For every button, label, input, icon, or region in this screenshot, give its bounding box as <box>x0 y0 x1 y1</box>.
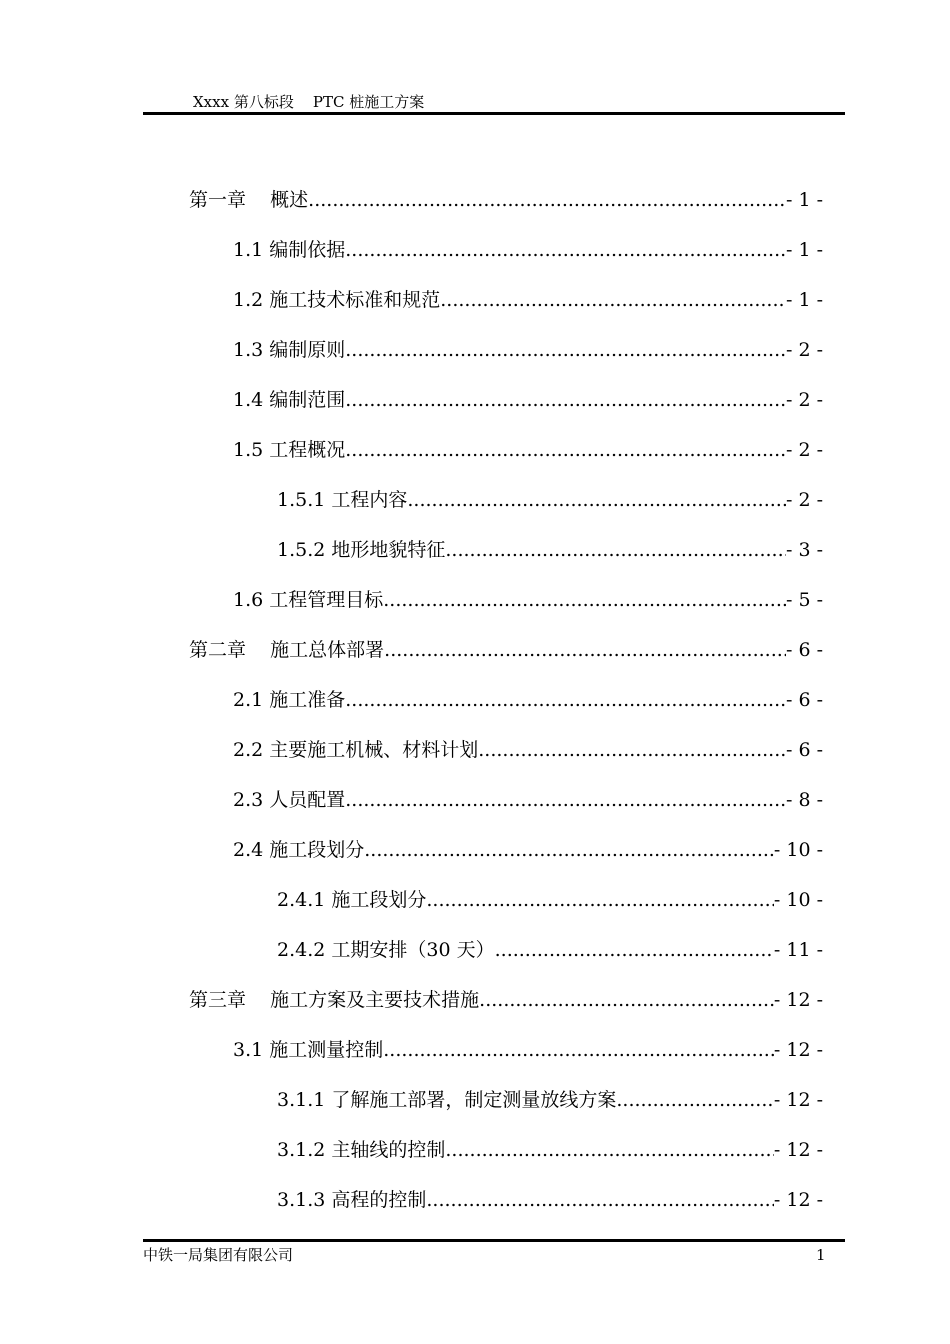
toc-leader-dots <box>308 186 786 214</box>
toc-entry-page: - 10 - <box>773 839 823 861</box>
toc-leader-dots <box>383 1036 774 1064</box>
toc-entry-1-5-1[interactable] <box>277 486 823 514</box>
toc-entry-page: - 2 - <box>785 489 823 511</box>
toc-leader-dots <box>616 1086 774 1114</box>
toc-leader-dots <box>345 686 786 714</box>
toc-entry-2-1[interactable] <box>233 686 823 714</box>
toc-entry-page: - 12 - <box>773 989 823 1011</box>
toc-entry-2-4[interactable] <box>233 836 823 864</box>
toc-entry-title: 第一章 概述 <box>189 189 309 211</box>
toc-entry-page: - 3 - <box>785 539 823 561</box>
toc-entry-page: - 5 - <box>785 589 823 611</box>
toc-leader-dots <box>345 786 786 814</box>
toc-entry-title: 1.3 编制原则 <box>233 339 346 361</box>
toc-entry-2-4-2[interactable] <box>277 936 823 964</box>
toc-leader-dots <box>426 886 774 914</box>
toc-entry-title: 3.1 施工测量控制 <box>233 1039 384 1061</box>
header-rule <box>143 112 845 115</box>
toc-entry-page: - 1 - <box>785 189 823 211</box>
toc-entry-page: - 12 - <box>773 1039 823 1061</box>
toc-entry-title: 1.2 施工技术标准和规范 <box>233 289 441 311</box>
toc-entry-title: 1.5.1 工程内容 <box>277 489 408 511</box>
toc-entry-title: 3.1.1 了解施工部署，制定测量放线方案 <box>277 1089 617 1111</box>
running-header-title: Xxxx 第八标段 PTC 桩施工方案 <box>193 93 425 111</box>
toc-entry-title: 2.4.2 工期安排（30 天） <box>277 939 495 961</box>
toc-entry-1-4[interactable] <box>233 386 823 414</box>
toc-entry-1-2[interactable] <box>233 286 823 314</box>
toc-entry-page: - 2 - <box>785 339 823 361</box>
toc-leader-dots <box>445 536 786 564</box>
toc-entry-2-4-1[interactable] <box>277 886 823 914</box>
footer-page-number: 1 <box>816 1246 826 1264</box>
toc-entry-page: - 6 - <box>785 639 823 661</box>
toc-entry-page: - 2 - <box>785 439 823 461</box>
toc-entry-page: - 2 - <box>785 389 823 411</box>
toc-entry-chapter-3[interactable] <box>189 986 823 1014</box>
toc-entry-title: 3.1.2 主轴线的控制 <box>277 1139 446 1161</box>
toc-entry-page: - 12 - <box>773 1089 823 1111</box>
toc-entry-2-3[interactable] <box>233 786 823 814</box>
toc-leader-dots <box>426 1186 774 1214</box>
toc-leader-dots <box>345 336 786 364</box>
toc-entry-3-1-2[interactable] <box>277 1136 823 1164</box>
toc-leader-dots <box>478 736 786 764</box>
toc-entry-title: 3.1.3 高程的控制 <box>277 1189 427 1211</box>
toc-entry-title: 第三章 施工方案及主要技术措施 <box>189 989 480 1011</box>
toc-leader-dots <box>364 836 774 864</box>
toc-entry-page: - 10 - <box>773 889 823 911</box>
toc-entry-title: 2.3 人员配置 <box>233 789 346 811</box>
toc-leader-dots <box>384 636 786 664</box>
toc-entry-page: - 12 - <box>773 1189 823 1211</box>
toc-entry-title: 2.4 施工段划分 <box>233 839 365 861</box>
toc-entry-3-1-1[interactable] <box>277 1086 823 1114</box>
toc-entry-title: 1.5 工程概况 <box>233 439 346 461</box>
toc-entry-page: - 1 - <box>785 289 823 311</box>
toc-entry-page: - 11 - <box>773 939 823 961</box>
toc-leader-dots <box>345 436 786 464</box>
toc-entry-title: 1.5.2 地形地貌特征 <box>277 539 446 561</box>
toc-entry-page: - 12 - <box>773 1139 823 1161</box>
footer-company-name: 中铁一局集团有限公司 <box>143 1246 294 1264</box>
toc-entry-title: 1.1 编制依据 <box>233 239 346 261</box>
toc-leader-dots <box>445 1136 774 1164</box>
toc-entry-1-6[interactable] <box>233 586 823 614</box>
toc-entry-title: 1.4 编制范围 <box>233 389 346 411</box>
toc-entry-title: 2.2 主要施工机械、材料计划 <box>233 739 479 761</box>
toc-entry-1-3[interactable] <box>233 336 823 364</box>
toc-entry-chapter-1[interactable] <box>189 186 823 214</box>
toc-entry-1-5[interactable] <box>233 436 823 464</box>
toc-leader-dots <box>345 386 786 414</box>
toc-leader-dots <box>440 286 786 314</box>
toc-entry-chapter-2[interactable] <box>189 636 823 664</box>
toc-entry-title: 1.6 工程管理目标 <box>233 589 384 611</box>
toc-leader-dots <box>495 936 774 964</box>
toc-leader-dots <box>383 586 786 614</box>
toc-entry-1-5-2[interactable] <box>277 536 823 564</box>
toc-entry-page: - 6 - <box>785 739 823 761</box>
footer-rule <box>143 1239 845 1242</box>
toc-entry-3-1[interactable] <box>233 1036 823 1064</box>
toc-entry-1-1[interactable] <box>233 236 823 264</box>
toc-leader-dots <box>345 236 786 264</box>
toc-entry-page: - 8 - <box>785 789 823 811</box>
toc-entry-title: 2.4.1 施工段划分 <box>277 889 427 911</box>
toc-entry-2-2[interactable] <box>233 736 823 764</box>
toc-entry-3-1-3[interactable] <box>277 1186 823 1214</box>
toc-entry-page: - 6 - <box>785 689 823 711</box>
toc-entry-title: 2.1 施工准备 <box>233 689 346 711</box>
toc-entry-page: - 1 - <box>785 239 823 261</box>
toc-leader-dots <box>407 486 786 514</box>
toc-leader-dots <box>479 986 774 1014</box>
toc-entry-title: 第二章 施工总体部署 <box>189 639 385 661</box>
